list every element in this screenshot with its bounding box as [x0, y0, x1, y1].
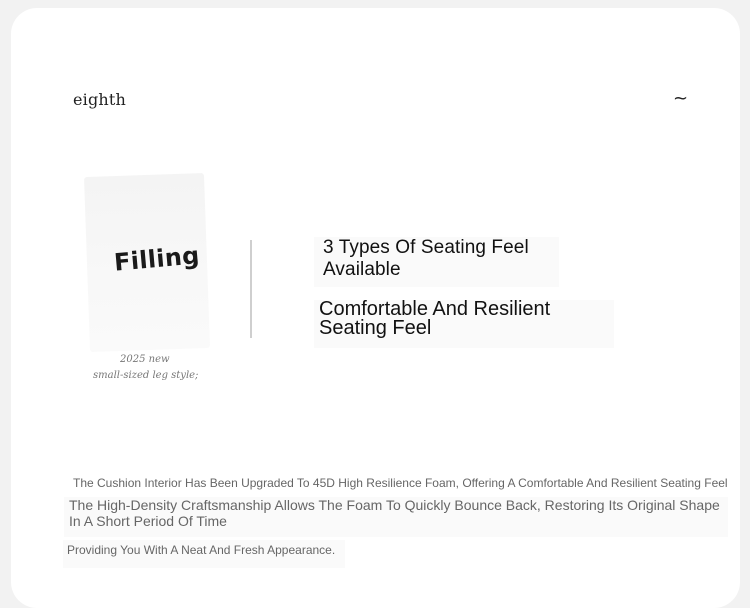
image-caption-line1: 2025 new	[120, 354, 170, 365]
description-line-2: The High-Density Craftsmanship Allows The Foam To Quickly Bounce Back, Restoring Its Original Shape In A Short Period Of Time	[64, 497, 728, 537]
description-line-1: The Cushion Interior Has Been Upgraded To 45D High Resilience Foam, Offering A Comfortable And Resilient Seating Feel	[73, 476, 728, 490]
description-line-3: Providing You With A Neat And Fresh Appearance.	[63, 540, 345, 568]
tilde-icon: ~	[673, 88, 689, 109]
primary-heading: 3 Types Of Seating Feel Available	[314, 237, 559, 287]
secondary-heading: Comfortable And Resilient Seating Feel	[314, 300, 614, 348]
brand-logo: eighth	[73, 90, 127, 109]
vertical-divider	[250, 240, 252, 338]
image-caption-line2: small-sized leg style;	[93, 370, 199, 381]
image-title: Filling	[112, 241, 201, 277]
